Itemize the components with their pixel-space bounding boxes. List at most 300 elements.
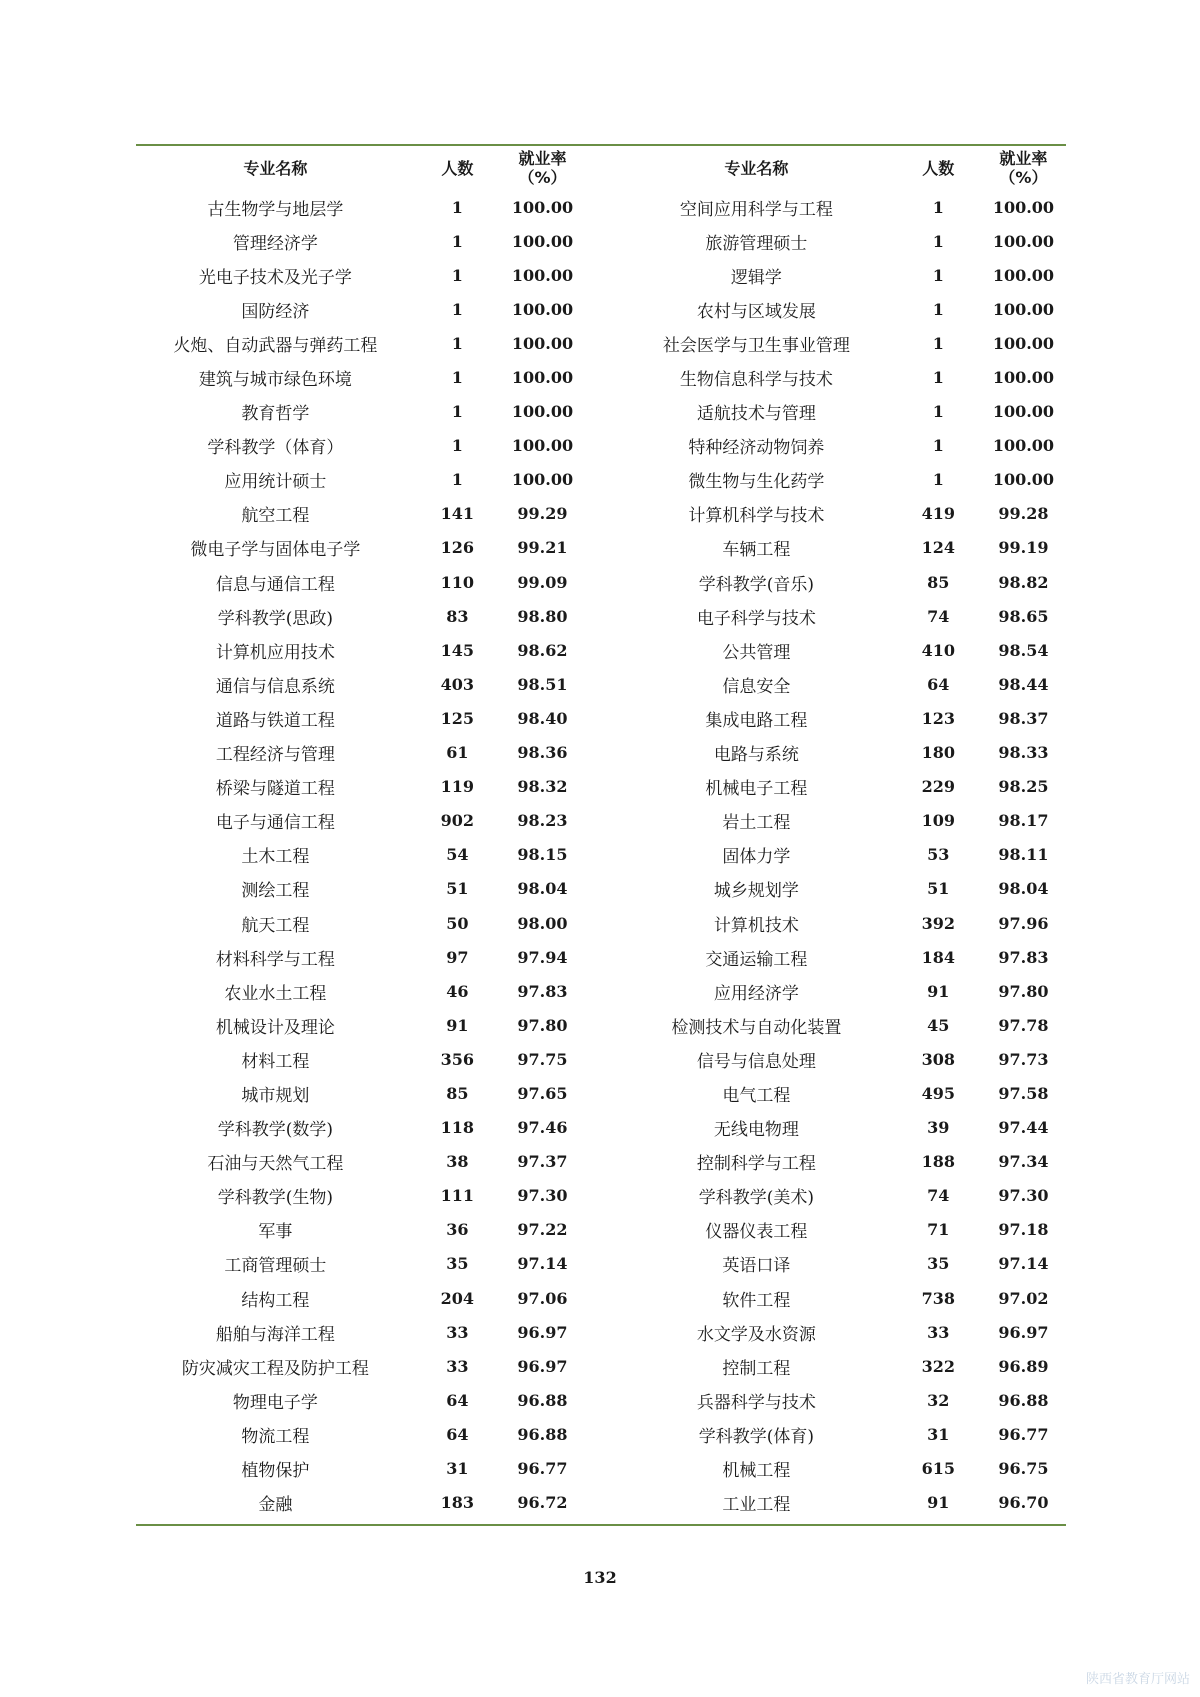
rate-left: 97.46	[517, 1118, 568, 1138]
count-right: 1	[932, 299, 944, 319]
table-row	[136, 667, 1066, 701]
table-row	[136, 429, 1066, 463]
major-name-right: 电路与系统	[713, 745, 799, 766]
rate-right: 97.78	[998, 1015, 1049, 1035]
major-name-left: 建筑与城市绿色环境	[198, 370, 352, 391]
major-name-right: 生物信息科学与技术	[679, 370, 833, 391]
count-right: 123	[921, 708, 955, 728]
table-body	[136, 190, 1066, 1520]
count-right: 85	[927, 572, 950, 592]
count-right: 71	[927, 1220, 950, 1240]
rate-left: 97.83	[517, 981, 568, 1001]
major-name-left: 军事	[258, 1222, 293, 1243]
major-name-left: 机械设计及理论	[215, 1017, 335, 1038]
count-right: 410	[921, 640, 955, 660]
rate-left: 98.51	[517, 674, 568, 694]
rate-right: 96.97	[998, 1322, 1049, 1342]
major-name-right: 学科教学(音乐)	[698, 574, 814, 595]
major-name-left: 应用统计硕士	[224, 472, 327, 493]
major-name-right: 机械电子工程	[705, 779, 808, 800]
count-left: 38	[446, 1152, 469, 1172]
count-left: 91	[446, 1015, 469, 1035]
column-gap	[585, 1349, 617, 1383]
major-name-left: 石油与天然气工程	[207, 1154, 344, 1175]
rate-left: 96.97	[517, 1356, 568, 1376]
major-name-right: 兵器科学与技术	[696, 1392, 816, 1413]
count-left: 1	[451, 299, 463, 319]
major-name-left: 金融	[258, 1495, 293, 1516]
column-gap	[585, 1145, 617, 1179]
rate-left: 97.06	[517, 1288, 568, 1308]
count-right: 229	[921, 777, 955, 797]
major-name-right: 软件工程	[722, 1290, 791, 1311]
header-count-left: 人数	[441, 158, 474, 178]
rate-right: 100.00	[992, 299, 1055, 319]
count-left: 145	[440, 640, 475, 660]
count-right: 392	[921, 913, 955, 933]
table-row	[136, 838, 1066, 872]
count-left: 31	[446, 1459, 469, 1479]
table-row	[136, 1486, 1066, 1520]
major-name-right: 检测技术与自动化装置	[671, 1017, 842, 1038]
rate-left: 98.23	[517, 811, 568, 831]
major-name-left: 信息与通信工程	[215, 574, 335, 595]
table-row	[136, 395, 1066, 429]
count-right: 35	[927, 1254, 950, 1274]
count-left: 1	[451, 333, 463, 353]
rate-right: 97.73	[998, 1049, 1049, 1069]
major-name-right: 微生物与生化药学	[688, 472, 825, 493]
rate-left: 98.36	[517, 743, 568, 763]
major-name-left: 工商管理硕士	[224, 1256, 327, 1277]
header-major-name-left: 专业名称	[243, 158, 308, 178]
table-row	[136, 1451, 1066, 1485]
count-left: 118	[440, 1118, 475, 1138]
major-name-right: 控制科学与工程	[696, 1154, 816, 1175]
major-name-right: 农村与区域发展	[696, 301, 816, 322]
table-row	[136, 1247, 1066, 1281]
count-left: 1	[451, 436, 463, 456]
major-name-left: 城市规划	[241, 1085, 310, 1106]
table-row	[136, 531, 1066, 565]
header-count-right: 人数	[922, 158, 955, 178]
column-gap	[585, 1383, 617, 1417]
count-left: 35	[446, 1254, 469, 1274]
column-gap	[585, 258, 617, 292]
rate-left: 96.88	[517, 1424, 568, 1444]
major-name-right: 适航技术与管理	[696, 404, 816, 425]
rate-left: 97.94	[517, 947, 568, 967]
header-gap	[585, 146, 617, 190]
major-name-right: 社会医学与卫生事业管理	[662, 335, 850, 356]
table-row	[136, 1111, 1066, 1145]
count-right: 53	[927, 845, 950, 865]
count-left: 83	[446, 606, 469, 626]
header-rate-unit: （%）	[518, 168, 567, 187]
table-row	[136, 906, 1066, 940]
table-row	[136, 633, 1066, 667]
count-right: 1	[932, 265, 944, 285]
column-gap	[585, 1076, 617, 1110]
table-row	[136, 190, 1066, 224]
count-right: 188	[921, 1152, 955, 1172]
count-left: 183	[440, 1493, 475, 1513]
rate-right: 98.33	[998, 743, 1049, 763]
count-right: 615	[921, 1459, 955, 1479]
rate-left: 97.80	[517, 1015, 568, 1035]
rate-right: 96.88	[998, 1390, 1049, 1410]
count-right: 308	[921, 1049, 955, 1069]
table-row	[136, 1042, 1066, 1076]
table-row	[136, 1179, 1066, 1213]
header-rate-unit: （%）	[999, 168, 1048, 187]
major-name-left: 农业水土工程	[224, 983, 327, 1004]
major-name-right: 应用经济学	[713, 983, 799, 1004]
count-left: 33	[446, 1322, 469, 1342]
count-left: 1	[451, 368, 463, 388]
count-right: 180	[921, 743, 955, 763]
rate-right: 96.75	[998, 1459, 1049, 1479]
count-right: 1	[932, 333, 944, 353]
major-name-right: 电气工程	[722, 1085, 791, 1106]
major-name-right: 学科教学(美术)	[698, 1188, 814, 1209]
rate-left: 97.65	[517, 1083, 568, 1103]
column-gap	[585, 190, 617, 224]
count-right: 74	[927, 1186, 950, 1206]
rate-right: 98.11	[998, 845, 1049, 865]
table-row	[136, 770, 1066, 804]
column-gap	[585, 497, 617, 531]
table-row	[136, 326, 1066, 360]
major-name-left: 植物保护	[241, 1461, 310, 1482]
column-gap	[585, 463, 617, 497]
major-name-right: 学科教学(体育)	[698, 1426, 814, 1447]
column-gap	[585, 770, 617, 804]
major-name-left: 材料科学与工程	[215, 949, 335, 970]
table-header-row	[136, 146, 1066, 190]
major-name-right: 特种经济动物饲养	[688, 438, 825, 459]
major-name-right: 信息安全	[722, 676, 791, 697]
rate-left: 98.15	[517, 845, 568, 865]
count-left: 110	[440, 572, 475, 592]
major-name-left: 微电子学与固体电子学	[190, 540, 361, 561]
major-name-left: 古生物学与地层学	[207, 199, 344, 220]
rate-right: 100.00	[992, 368, 1055, 388]
rate-left: 100.00	[511, 436, 574, 456]
rate-right: 97.96	[998, 913, 1049, 933]
major-name-right: 岩土工程	[722, 813, 791, 834]
rate-left: 100.00	[511, 402, 574, 422]
count-right: 45	[927, 1015, 950, 1035]
header-rate-left	[500, 146, 585, 190]
count-right: 1	[932, 436, 944, 456]
count-left: 61	[446, 743, 469, 763]
header-rate-right	[981, 146, 1066, 190]
column-gap	[585, 429, 617, 463]
count-right: 33	[927, 1322, 950, 1342]
major-name-left: 教育哲学	[241, 404, 310, 425]
rate-left: 97.37	[517, 1152, 568, 1172]
rate-right: 99.19	[998, 538, 1049, 558]
table-row	[136, 872, 1066, 906]
count-left: 50	[446, 913, 469, 933]
major-name-left: 土木工程	[241, 847, 310, 868]
column-gap	[585, 633, 617, 667]
rate-right: 98.17	[998, 811, 1049, 831]
rate-left: 96.88	[517, 1390, 568, 1410]
column-gap	[585, 1213, 617, 1247]
rate-left: 98.04	[517, 879, 568, 899]
major-name-left: 学科教学(思政)	[217, 608, 334, 629]
rate-right: 97.34	[998, 1152, 1049, 1172]
major-name-right: 车辆工程	[722, 540, 791, 561]
rate-right: 98.82	[998, 572, 1049, 592]
column-gap	[585, 224, 617, 258]
rate-right: 100.00	[992, 265, 1055, 285]
major-name-left: 工程经济与管理	[215, 745, 335, 766]
rate-left: 97.14	[517, 1254, 568, 1274]
header-rate-label: 就业率	[999, 149, 1048, 168]
rate-right: 98.04	[998, 879, 1049, 899]
major-name-right: 机械工程	[722, 1461, 791, 1482]
count-right: 51	[927, 879, 950, 899]
column-gap	[585, 1008, 617, 1042]
rate-left: 100.00	[511, 231, 574, 251]
major-name-right: 计算机科学与技术	[688, 506, 825, 527]
count-left: 33	[446, 1356, 469, 1376]
rate-right: 99.28	[998, 504, 1049, 524]
major-name-left: 学科教学(生物)	[217, 1188, 334, 1209]
table-row	[136, 292, 1066, 326]
table-row	[136, 565, 1066, 599]
rate-right: 97.02	[998, 1288, 1049, 1308]
major-name-left: 结构工程	[241, 1290, 310, 1311]
major-name-right: 仪器仪表工程	[705, 1222, 808, 1243]
major-name-right: 城乡规划学	[713, 881, 799, 902]
count-right: 91	[927, 981, 950, 1001]
rate-right: 100.00	[992, 333, 1055, 353]
major-name-left: 计算机应用技术	[215, 642, 335, 663]
column-gap	[585, 872, 617, 906]
table-row	[136, 360, 1066, 394]
count-left: 1	[451, 265, 463, 285]
major-name-left: 管理经济学	[232, 233, 318, 254]
count-left: 356	[440, 1049, 475, 1069]
count-left: 403	[440, 674, 475, 694]
major-name-right: 集成电路工程	[705, 710, 808, 731]
page-number: 132	[583, 1568, 617, 1587]
major-name-right: 固体力学	[722, 847, 791, 868]
major-name-left: 物理电子学	[232, 1392, 318, 1413]
rate-right: 98.37	[998, 708, 1049, 728]
rate-right: 100.00	[992, 231, 1055, 251]
rate-right: 100.00	[992, 197, 1055, 217]
major-name-left: 光电子技术及光子学	[198, 267, 352, 288]
rate-left: 98.62	[517, 640, 568, 660]
rate-left: 96.97	[517, 1322, 568, 1342]
major-name-left: 电子与通信工程	[215, 813, 335, 834]
table-row	[136, 463, 1066, 497]
major-name-left: 桥梁与隧道工程	[215, 779, 335, 800]
count-right: 495	[921, 1083, 955, 1103]
rate-left: 99.29	[517, 504, 568, 524]
major-name-left: 道路与铁道工程	[215, 710, 335, 731]
table-row	[136, 599, 1066, 633]
count-right: 1	[932, 231, 944, 251]
column-gap	[585, 326, 617, 360]
rate-right: 98.25	[998, 777, 1049, 797]
table-row	[136, 1417, 1066, 1451]
count-left: 1	[451, 470, 463, 490]
rate-left: 97.75	[517, 1049, 568, 1069]
header-major-name-right: 专业名称	[724, 158, 789, 178]
major-name-left: 火炮、自动武器与弹药工程	[173, 335, 378, 356]
rate-left: 100.00	[511, 197, 574, 217]
column-gap	[585, 1111, 617, 1145]
major-name-left: 国防经济	[241, 301, 310, 322]
count-right: 74	[927, 606, 950, 626]
count-left: 85	[446, 1083, 469, 1103]
count-right: 1	[932, 470, 944, 490]
count-left: 97	[446, 947, 469, 967]
employment-rate-table	[136, 146, 1066, 1520]
column-gap	[585, 395, 617, 429]
count-right: 1	[932, 402, 944, 422]
rate-right: 98.54	[998, 640, 1049, 660]
count-right: 109	[921, 811, 955, 831]
rate-right: 100.00	[992, 402, 1055, 422]
table-row	[136, 258, 1066, 292]
rate-left: 98.32	[517, 777, 568, 797]
major-name-left: 防灾减灾工程及防护工程	[181, 1358, 369, 1379]
rate-left: 96.77	[517, 1459, 568, 1479]
column-gap	[585, 1486, 617, 1520]
column-gap	[585, 1315, 617, 1349]
major-name-right: 控制工程	[722, 1358, 791, 1379]
table-row	[136, 1315, 1066, 1349]
table-row	[136, 1281, 1066, 1315]
major-name-right: 电子科学与技术	[696, 608, 816, 629]
major-name-left: 材料工程	[241, 1051, 310, 1072]
table-row	[136, 804, 1066, 838]
rate-left: 97.30	[517, 1186, 568, 1206]
rate-right: 97.58	[998, 1083, 1049, 1103]
column-gap	[585, 667, 617, 701]
rate-left: 100.00	[511, 299, 574, 319]
table-row	[136, 1145, 1066, 1179]
count-left: 126	[440, 538, 475, 558]
column-gap	[585, 292, 617, 326]
rate-right: 97.18	[998, 1220, 1049, 1240]
count-right: 91	[927, 1493, 950, 1513]
count-left: 141	[440, 504, 475, 524]
rate-right: 96.89	[998, 1356, 1049, 1376]
rate-right: 98.44	[998, 674, 1049, 694]
rate-left: 96.72	[517, 1493, 568, 1513]
count-right: 419	[921, 504, 955, 524]
column-gap	[585, 1281, 617, 1315]
column-gap	[585, 1179, 617, 1213]
table-bottom-rule	[136, 1524, 1066, 1526]
rate-left: 97.22	[517, 1220, 568, 1240]
count-right: 32	[927, 1390, 950, 1410]
count-right: 39	[927, 1118, 950, 1138]
major-name-left: 船舶与海洋工程	[215, 1324, 335, 1345]
table-row	[136, 1213, 1066, 1247]
major-name-right: 无线电物理	[713, 1120, 799, 1141]
column-gap	[585, 974, 617, 1008]
table-row	[136, 701, 1066, 735]
major-name-right: 空间应用科学与工程	[679, 199, 833, 220]
employment-table-container	[136, 144, 1066, 1526]
column-gap	[585, 1247, 617, 1281]
major-name-right: 英语口译	[722, 1256, 791, 1277]
count-left: 54	[446, 845, 469, 865]
rate-right: 97.14	[998, 1254, 1049, 1274]
watermark: 陕西省教育厅网站	[1085, 1672, 1190, 1687]
count-right: 1	[932, 197, 944, 217]
column-gap	[585, 565, 617, 599]
major-name-right: 水文学及水资源	[696, 1324, 816, 1345]
column-gap	[585, 531, 617, 565]
column-gap	[585, 940, 617, 974]
table-row	[136, 1008, 1066, 1042]
count-left: 204	[440, 1288, 475, 1308]
count-left: 119	[440, 777, 475, 797]
rate-right: 97.30	[998, 1186, 1049, 1206]
rate-left: 98.80	[517, 606, 568, 626]
rate-left: 98.40	[517, 708, 568, 728]
count-left: 1	[451, 402, 463, 422]
table-row	[136, 940, 1066, 974]
column-gap	[585, 701, 617, 735]
major-name-left: 航天工程	[241, 915, 310, 936]
count-right: 322	[921, 1356, 955, 1376]
major-name-left: 学科教学（体育）	[207, 438, 344, 459]
column-gap	[585, 906, 617, 940]
rate-right: 96.77	[998, 1424, 1049, 1444]
count-right: 1	[932, 368, 944, 388]
rate-right: 96.70	[998, 1493, 1049, 1513]
count-right: 738	[921, 1288, 955, 1308]
rate-left: 100.00	[511, 470, 574, 490]
rate-right: 98.65	[998, 606, 1049, 626]
column-gap	[585, 1417, 617, 1451]
count-left: 51	[446, 879, 469, 899]
major-name-right: 旅游管理硕士	[705, 233, 808, 254]
count-left: 36	[446, 1220, 469, 1240]
count-left: 1	[451, 231, 463, 251]
major-name-left: 物流工程	[241, 1426, 310, 1447]
count-right: 64	[927, 674, 950, 694]
major-name-right: 计算机技术	[713, 915, 799, 936]
major-name-right: 工业工程	[722, 1495, 791, 1516]
rate-left: 100.00	[511, 333, 574, 353]
major-name-right: 公共管理	[722, 642, 791, 663]
major-name-left: 学科教学(数学)	[217, 1120, 334, 1141]
column-gap	[585, 360, 617, 394]
table-row	[136, 974, 1066, 1008]
rate-right: 97.83	[998, 947, 1049, 967]
count-left: 64	[446, 1390, 469, 1410]
count-left: 1	[451, 197, 463, 217]
count-left: 125	[440, 708, 475, 728]
major-name-right: 交通运输工程	[705, 949, 808, 970]
table-row	[136, 224, 1066, 258]
column-gap	[585, 736, 617, 770]
column-gap	[585, 1451, 617, 1485]
column-gap	[585, 838, 617, 872]
